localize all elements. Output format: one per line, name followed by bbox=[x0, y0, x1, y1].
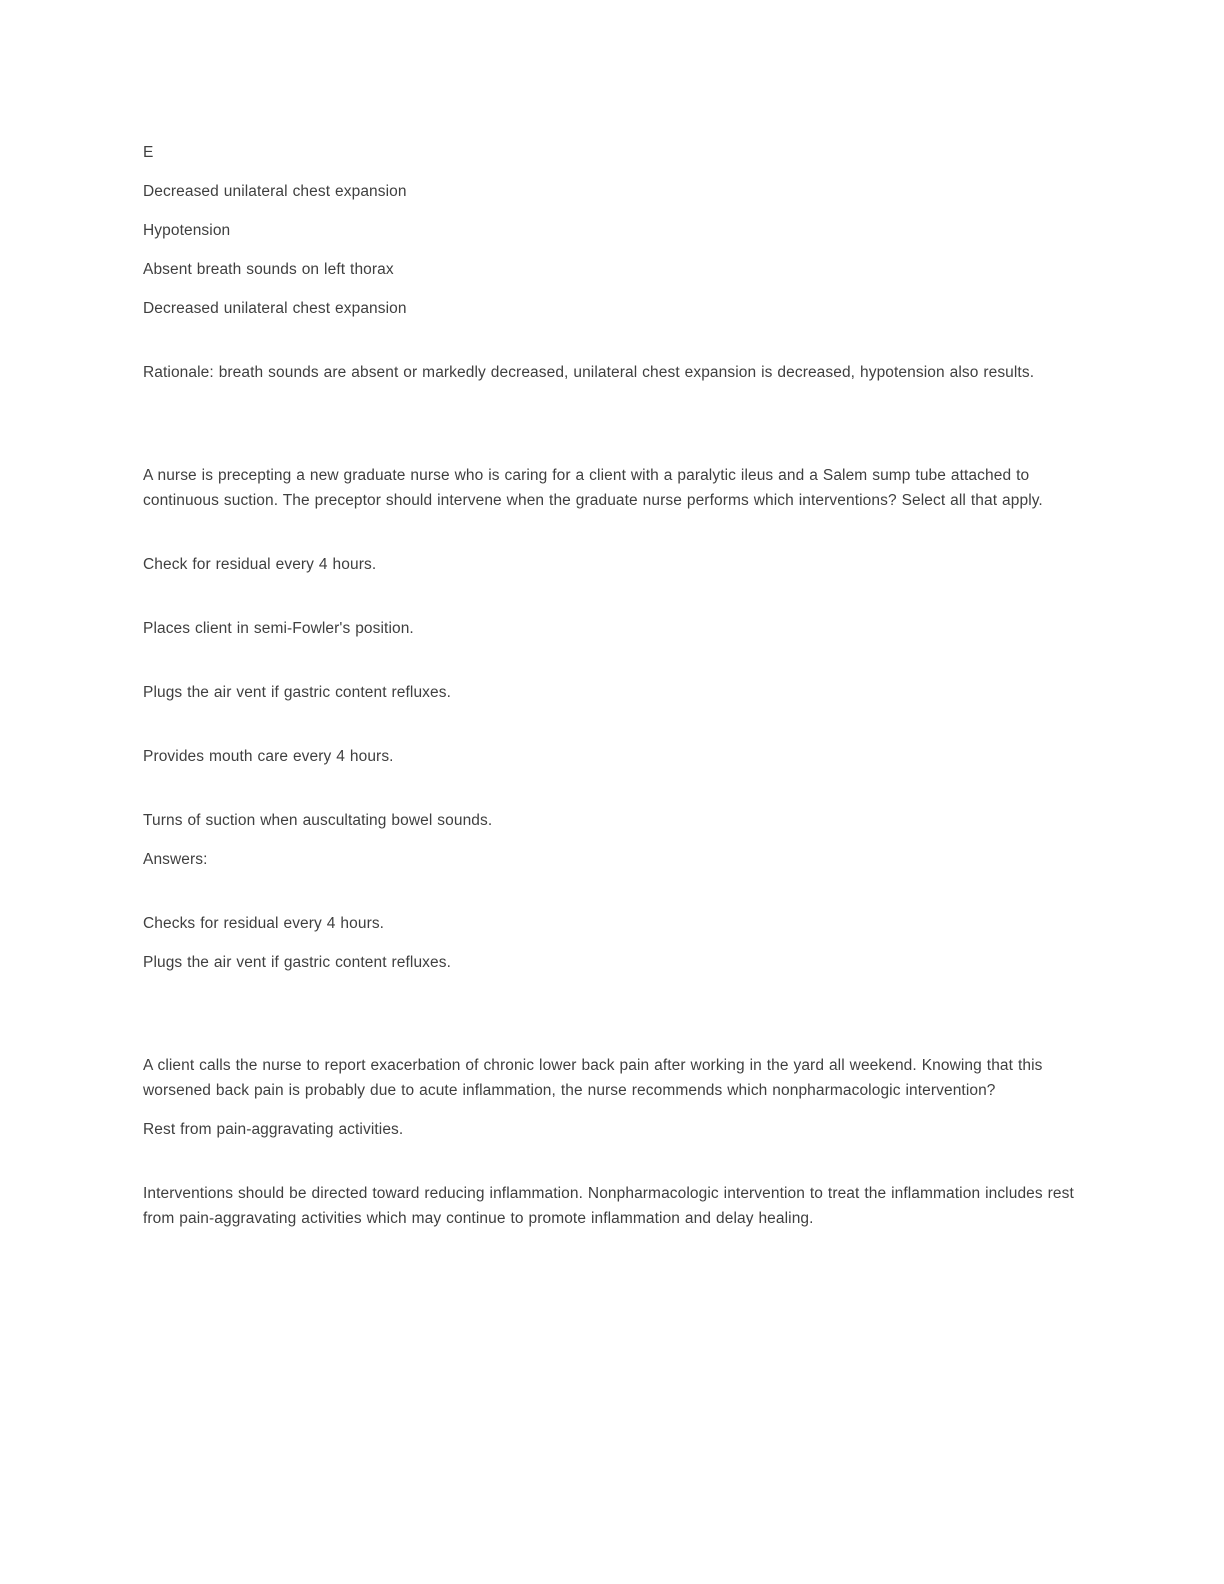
answer-option: Provides mouth care every 4 hours. bbox=[143, 748, 394, 765]
correct-answer: Plugs the air vent if gastric content refluxes. bbox=[143, 954, 452, 971]
answers-label: Answers: bbox=[143, 851, 208, 868]
answer-option: Plugs the air vent if gastric content refluxes. bbox=[143, 684, 452, 701]
answer-option: Places client in semi-Fowler's position. bbox=[143, 620, 414, 637]
answer-option: Turns of suction when auscultating bowel sounds. bbox=[143, 812, 493, 829]
answer-option: Absent breath sounds on left thorax bbox=[143, 261, 394, 278]
document-body bbox=[143, 140, 1086, 1231]
answer-option: Decreased unilateral chest expansion bbox=[143, 183, 407, 200]
correct-answer: Checks for residual every 4 hours. bbox=[143, 915, 385, 932]
rationale-text: Interventions should be directed toward reducing inflammation. Nonpharmacologic intervention to treat the inflammation includes rest from pain-aggravating activities which may continue to promote inflammation and delay healing. bbox=[143, 1185, 1074, 1227]
answer-letter: E bbox=[143, 144, 154, 161]
question-text: A client calls the nurse to report exacerbation of chronic lower back pain after working in the yard all weekend. Knowing that this worsened back pain is probably due to acute inflammation, the nurse recommends which nonpharmacologic intervention? bbox=[143, 1057, 1043, 1099]
rationale-text: Rationale: breath sounds are absent or markedly decreased, unilateral chest expansion is decreased, hypotension also results. bbox=[143, 364, 1035, 381]
answer-option: Check for residual every 4 hours. bbox=[143, 556, 377, 573]
answer-option: Hypotension bbox=[143, 222, 231, 239]
correct-answer: Decreased unilateral chest expansion bbox=[143, 300, 407, 317]
question-text: A nurse is precepting a new graduate nurse who is caring for a client with a paralytic ileus and a Salem sump tube attached to continuous suction. The preceptor should intervene when the graduate nurse performs which interventions? Select all that apply. bbox=[143, 467, 1043, 509]
correct-answer: Rest from pain-aggravating activities. bbox=[143, 1121, 404, 1138]
